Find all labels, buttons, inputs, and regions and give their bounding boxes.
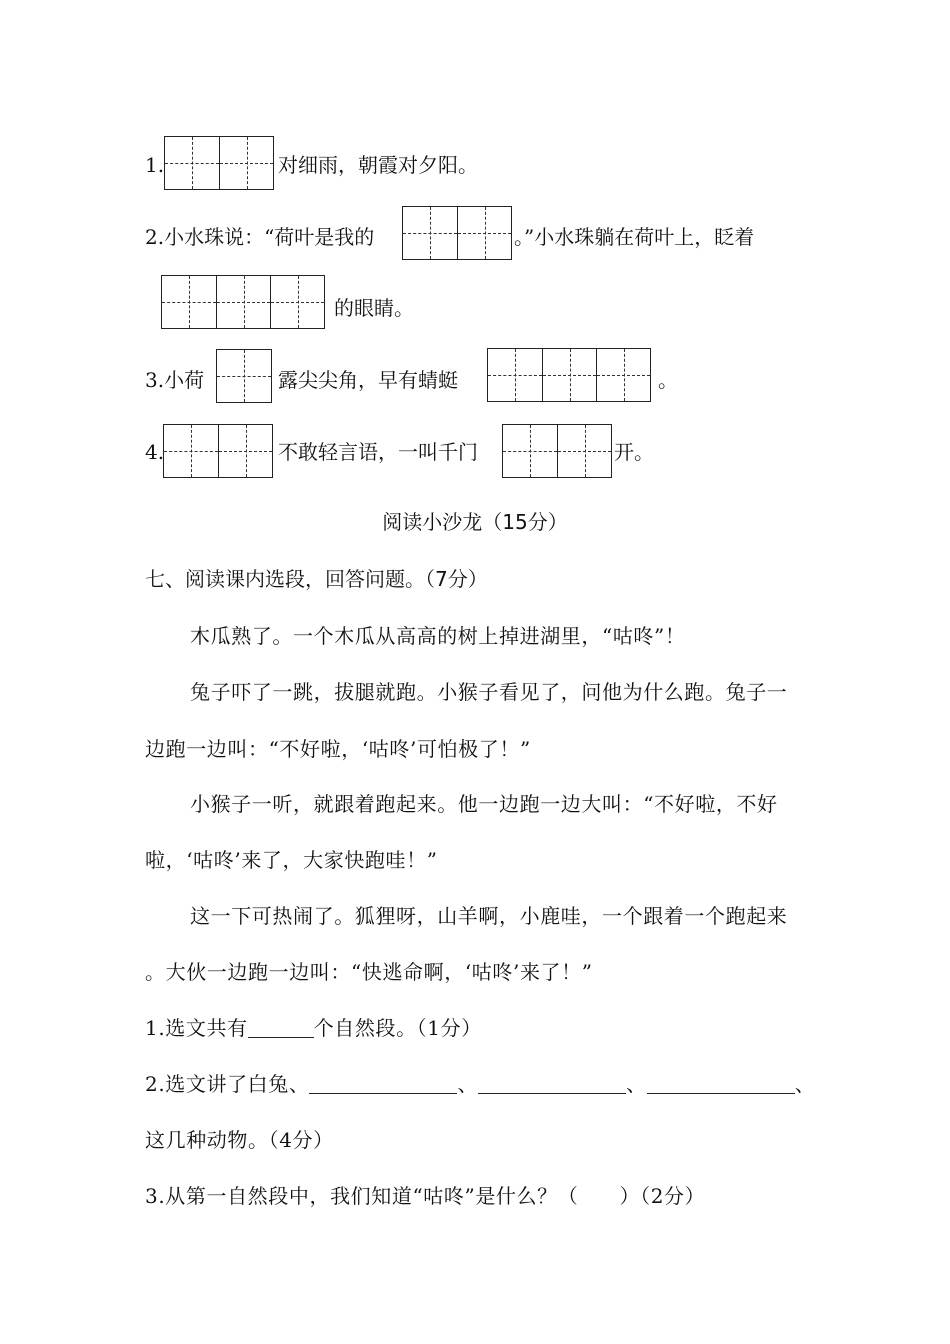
answer-cell[interactable] [557,425,611,477]
answer-cell[interactable] [542,349,596,401]
q3-text-before: 3.小荷 [145,368,205,392]
question-3: 3.从第一自然段中，我们知道“咕咚”是什么？（ ）（2分） [145,1184,706,1208]
passage-line: 兔子吓了一跳，拔腿就跑。小猴子看见了，问他为什么跑。兔子一 [190,680,788,704]
passage-line: 啦，‘咕咚’来了，大家快跑哇！” [145,848,438,872]
q3-text-middle: 露尖尖角，早有蜻蜓 [278,368,458,392]
answer-cell[interactable] [457,207,511,259]
question-2-before: 2.选文讲了白兔、 [145,1072,310,1096]
q1-number: 1. [145,153,165,177]
answer-cell[interactable] [162,276,216,328]
passage-line: 。大伙一边跑一边叫：“快逃命啊，‘咕咚’来了！” [145,960,593,984]
passage-line: 木瓜熟了。一个木瓜从高高的树上掉进湖里，“咕咚”！ [190,624,686,648]
answer-cell[interactable] [270,276,324,328]
answer-cell[interactable] [216,276,270,328]
section-title: 阅读小沙龙（15分） [382,510,568,534]
q4-answer-boxes-a[interactable] [163,424,273,478]
answer-cell[interactable] [503,425,557,477]
answer-cell[interactable] [217,350,271,402]
q4-text-after: 开。 [614,440,654,464]
q4-answer-boxes-b[interactable] [502,424,612,478]
q3-text-after: 。 [658,368,678,392]
q4-number: 4. [145,440,165,464]
answer-blank[interactable] [309,1073,457,1094]
answer-cell[interactable] [596,349,650,401]
answer-cell[interactable] [164,425,218,477]
question-title: 七、阅读课内选段，回答问题。（7分） [145,567,488,591]
q3-answer-boxes-a[interactable] [216,349,272,403]
passage-line: 这一下可热闹了。狐狸呀，山羊啊，小鹿哇，一个跟着一个跑起来 [190,904,788,928]
q3-answer-boxes-b[interactable] [487,348,651,402]
answer-blank[interactable] [647,1073,795,1094]
question-2-line2: 这几种动物。（4分） [145,1128,334,1152]
question-2-sep: 、 [626,1072,647,1096]
answer-cell[interactable] [488,349,542,401]
q2-answer-boxes-b[interactable] [161,275,325,329]
q1-answer-boxes[interactable] [164,136,274,190]
answer-cell[interactable] [219,137,273,189]
answer-cell[interactable] [165,137,219,189]
q2-text-after: 的眼睛。 [334,296,414,320]
answer-cell[interactable] [218,425,272,477]
question-2-sep: 、 [794,1072,816,1096]
q2-answer-boxes-a[interactable] [402,206,512,260]
q2-text-before: 2.小水珠说：“荷叶是我的 [145,225,375,249]
q2-text-middle: 。”小水珠躺在荷叶上，眨着 [514,225,755,249]
question-2-sep: 、 [457,1072,479,1096]
answer-cell[interactable] [403,207,457,259]
question-1 [145,1012,482,1041]
answer-blank[interactable] [248,1017,314,1038]
question-1-after: 个自然段。（1分） [313,1016,482,1040]
question-2 [145,1068,815,1097]
passage-line: 小猴子一听，就跟着跑起来。他一边跑一边大叫：“不好啦，不好 [190,792,778,816]
answer-blank[interactable] [478,1073,626,1094]
question-1-before: 1.选文共有 [145,1016,248,1040]
q4-text-middle: 不敢轻言语，一叫千门 [278,440,478,464]
passage-line: 边跑一边叫：“不好啦，‘咕咚’可怕极了！” [145,737,531,761]
q1-text: 对细雨，朝霞对夕阳。 [278,153,478,177]
